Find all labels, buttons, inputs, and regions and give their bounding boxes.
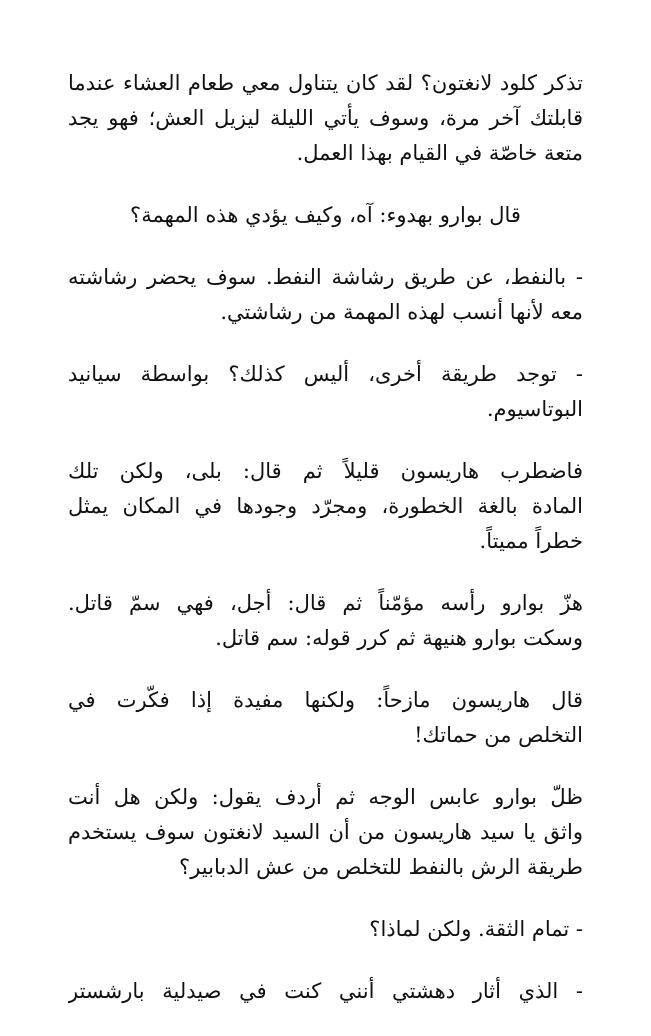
paragraph — [68, 912, 583, 947]
text-line: طريقة الرش بالنفط للتخلص من عش الدبابير؟ — [179, 855, 583, 879]
paragraph — [68, 683, 583, 753]
paragraph — [68, 198, 583, 233]
text-line: واثق يا سيد هاريسون من أن السيد لانغتون سوف يستخدم — [68, 820, 583, 844]
paragraph — [68, 586, 583, 656]
text-line: متعة خاصّة في القيام بهذا العمل. — [296, 141, 583, 165]
text-line: خطراً مميتاً. — [479, 529, 583, 553]
text-line: - توجد طريقة أخرى، أليس كذلك؟ بواسطة سيانيد — [68, 362, 583, 386]
text-line: - بالنفط، عن طريق رشاشة النفط. سوف يحضر رشاشته — [68, 265, 583, 289]
paragraph — [68, 66, 583, 171]
paragraph — [68, 357, 583, 427]
paragraph — [68, 974, 583, 1009]
paragraph — [68, 454, 583, 559]
text-line: قال هاريسون مازحاً: ولكنها مفيدة إذا فكّرت في — [68, 688, 583, 712]
text-line: - الذي أثار دهشتي أنني كنت في صيدلية بارشستر — [68, 979, 583, 1003]
paragraph — [68, 260, 583, 330]
text-line: تذكر كلود لانغتون؟ لقد كان يتناول معي طعام العشاء عندما — [68, 71, 583, 95]
text-line: قال بوارو بهدوء: آه، وكيف يؤدي هذه المهمة؟ — [130, 203, 521, 227]
text-line: معه لأنها أنسب لهذه المهمة من رشاشتي. — [220, 300, 583, 324]
book-page — [68, 66, 583, 1036]
text-line: التخلص من حماتك! — [414, 723, 583, 747]
text-line: وسكت بوارو هنيهة ثم كرر قوله: سم قاتل. — [215, 626, 583, 650]
text-line: قابلتك آخر مرة، وسوف يأتي الليلة ليزيل العش؛ فهو يجد — [68, 106, 583, 130]
text-line: - تمام الثقة. ولكن لماذا؟ — [369, 917, 583, 941]
paragraph — [68, 780, 583, 885]
text-line: البوتاسيوم. — [486, 397, 583, 421]
text-line: فاضطرب هاريسون قليلاً ثم قال: بلى، ولكن تلك — [68, 459, 583, 483]
text-line: ظلّ بوارو عابس الوجه ثم أردف يقول: ولكن هل أنت — [68, 785, 583, 809]
text-line: المادة بالغة الخطورة، ومجرّد وجودها في المكان يمثل — [68, 494, 583, 518]
text-line: هزّ بوارو رأسه مؤمّناً ثم قال: أجل، فهي سمّ قاتل. — [68, 591, 583, 615]
